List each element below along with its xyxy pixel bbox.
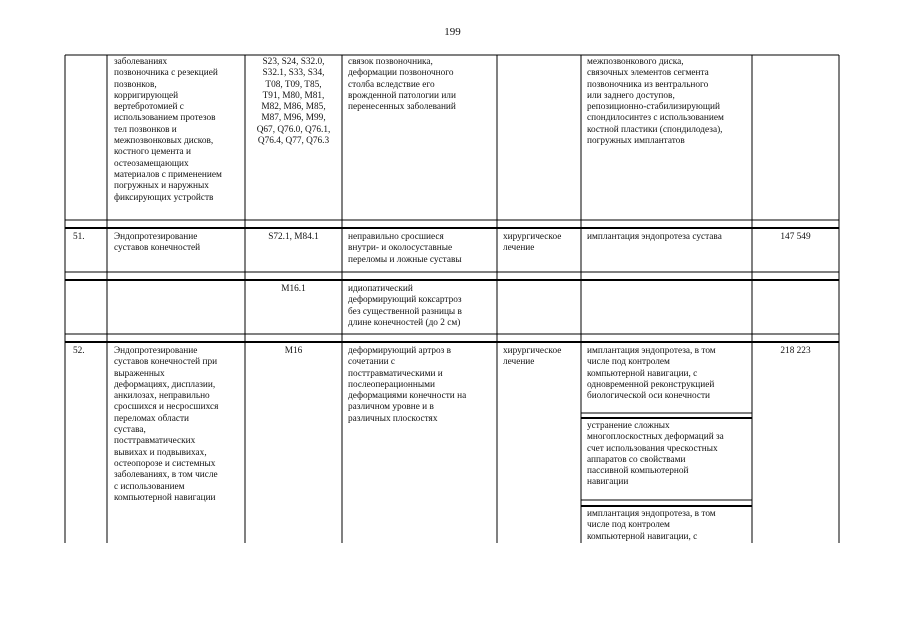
cont-method-cell: межпозвонкового диска, связочных элементов сегмента позвоночника из вентрального или заднего доступов, репозиционно-стабилизирующий спондилосинтез с использованием костной пластики (спондилодеза), погружных имплантатов xyxy=(587,57,724,147)
row51-codes-cell: S72.1, M84.1 xyxy=(268,232,319,242)
row52-number: 52. xyxy=(73,346,85,356)
row52-cost-cell: 218 223 xyxy=(780,346,811,356)
row51-number: 51. xyxy=(73,232,85,242)
row52-method1-cell: имплантация эндопротеза, в том числе под контролем компьютерной навигации, с одновременной реконструкцией биологической оси конечности xyxy=(587,346,716,402)
row52-method2-cell: устранение сложных многоплоскостных деформаций за счет использования чрескостных аппаратов со свойствами пассивной компьютерной навигации xyxy=(587,421,724,488)
row51-name-cell: Эндопротезирование суставов конечностей xyxy=(114,232,201,254)
row51-cost-cell: 147 549 xyxy=(780,232,811,242)
row51-method-cell: имплантация эндопротеза сустава xyxy=(587,232,722,242)
cont-name-cell: заболеваниях позвоночника с резекцией позвонков, корригирующей вертебротомией с использованием протезов тел позвонков и межпозвонковых дисков, костного цемента и остеозамещающих материалов с применением погружных и наружных фиксирующих устройств xyxy=(114,57,222,203)
row52-method3-cell: имплантация эндопротеза, в том числе под контролем компьютерной навигации, с xyxy=(587,509,716,542)
row52-name-cell: Эндопротезирование суставов конечностей при выраженных деформациях, дисплазии, анкилозах, неправильно сросшихся и несросшихся переломах области сустава, посттравматических вывихах и подвывихах, остеопорозе и системных заболеваниях, в том числе с использованием компьютерной навигации xyxy=(114,346,219,503)
cont-model-cell: связок позвоночника, деформации позвоночного столба вследствие его врожденной патологии или перенесенных заболеваний xyxy=(348,57,456,113)
row52-treatment-cell: хирургическое лечение xyxy=(503,346,562,368)
row51b-model-cell: идиопатический деформирующий коксартроз без существенной разницы в длине конечностей (до 2 см) xyxy=(348,284,462,328)
cont-codes-cell: S23, S24, S32.0, S32.1, S33, S34, T08, T09, T85, T91, M80, M81, M82, M86, M85, M87, M96, M99, Q67, Q76.0, Q76.1, Q76.4, Q77, Q76.3 xyxy=(256,57,331,147)
page-number: 199 xyxy=(444,26,461,38)
row51b-codes-cell: M16.1 xyxy=(281,284,306,294)
row52-model-cell: деформирующий артроз в сочетании с посттравматическими и послеоперационными деформациями конечности на различном уровне и в различных плоскостях xyxy=(348,346,467,424)
row51-model-cell: неправильно сросшиеся внутри- и околосуставные переломы и ложные суставы xyxy=(348,232,462,265)
row52-codes-cell: M16 xyxy=(284,346,303,356)
row51-treatment-cell: хирургическое лечение xyxy=(503,232,562,254)
